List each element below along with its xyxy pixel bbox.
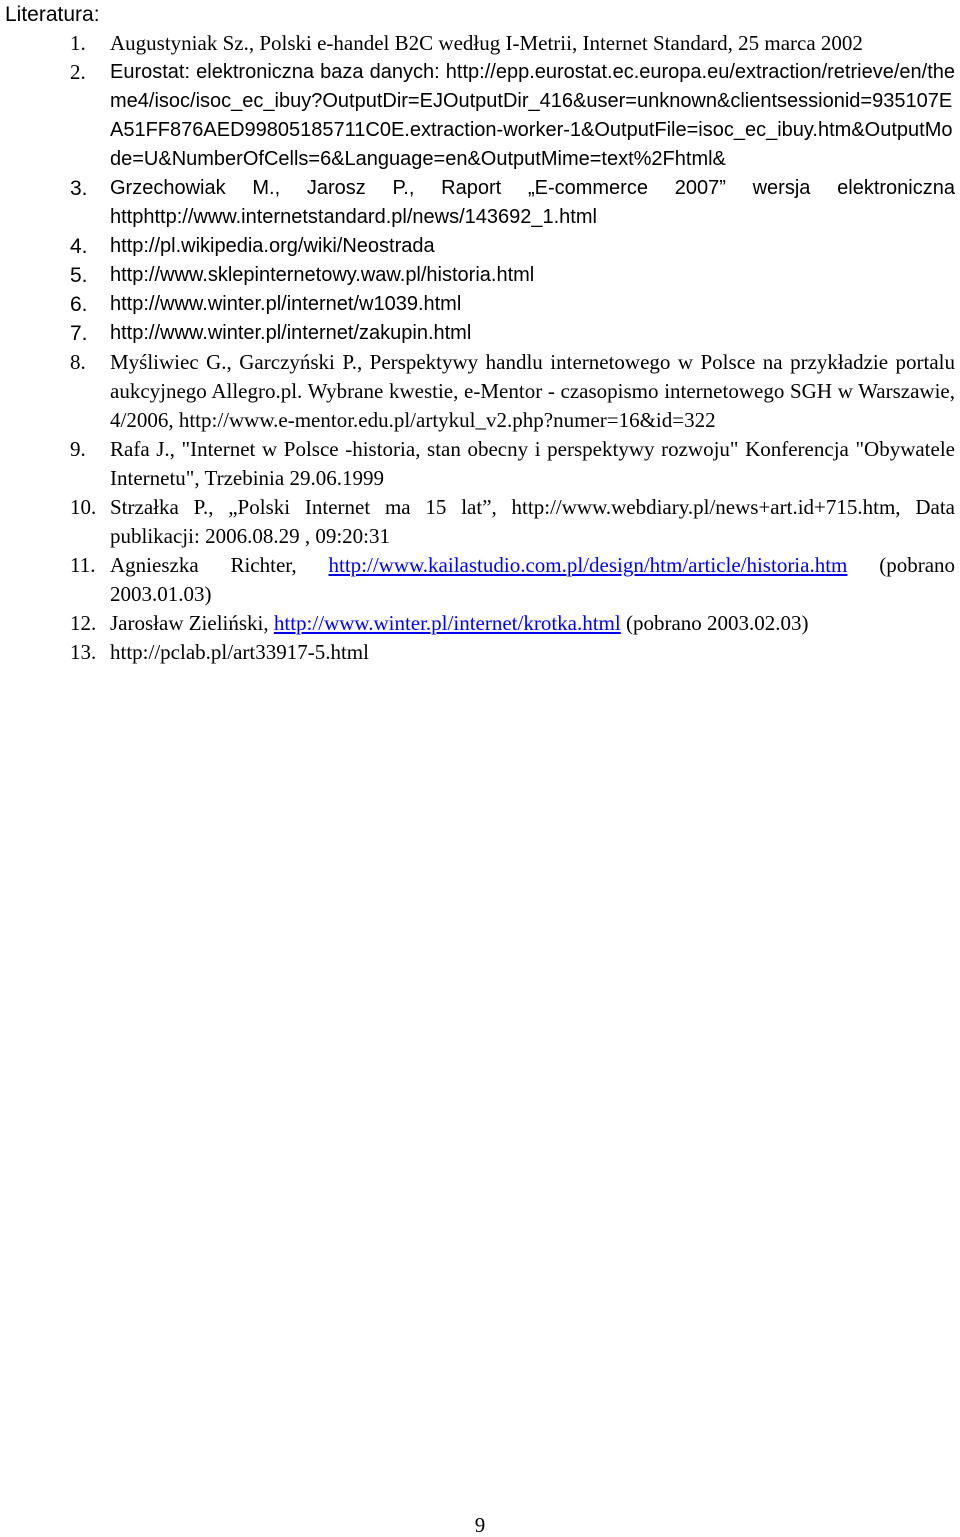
reference-item xyxy=(0,348,960,435)
section-heading: Literatura: xyxy=(5,3,100,26)
reference-item xyxy=(0,174,960,232)
reference-text: http://www.winter.pl/internet/w1039.html xyxy=(110,293,462,315)
reference-number: 9. xyxy=(70,437,86,461)
reference-number: 1. xyxy=(70,31,86,55)
reference-number: 3. xyxy=(70,177,88,200)
reference-text: Myśliwiec G., Garczyński P., Perspektywy handlu internetowego w Polsce na przykładzie portalu aukcyjnego Allegro.pl. Wybrane kwestie, e-Mentor - czasopismo internetowego SGH w Warszawie, 4/2006, http://www.e-mentor.edu.pl/artykul_v2.php?numer=16&id=322 xyxy=(110,350,955,432)
reference-text: Augustyniak Sz., Polski e-handel B2C według I-Metrii, Internet Standard, 25 marca 2002 xyxy=(110,31,863,55)
reference-item xyxy=(0,551,960,609)
reference-list xyxy=(0,29,960,667)
reference-retrieved-note: (pobrano 2003.02.03) xyxy=(625,611,809,635)
reference-text: http://www.winter.pl/internet/zakupin.html xyxy=(110,322,472,344)
reference-text: http://www.sklepinternetowy.waw.pl/historia.html xyxy=(110,264,535,286)
reference-number: 8. xyxy=(70,350,86,374)
reference-link[interactable]: http://www.winter.pl/internet/krotka.html xyxy=(273,611,621,635)
reference-author: Agnieszka Richter, xyxy=(110,553,297,577)
reference-link[interactable]: http://www.kailastudio.com.pl/design/htm/article/historia.htm xyxy=(328,553,848,577)
reference-item xyxy=(0,290,960,319)
reference-number: 10. xyxy=(70,495,97,519)
reference-number: 2. xyxy=(70,60,86,84)
reference-retrieved-note: (pobrano 2003.01.03) xyxy=(110,553,956,606)
reference-item xyxy=(0,232,960,261)
reference-number: 7. xyxy=(70,322,88,345)
reference-number: 12. xyxy=(70,611,97,635)
reference-number: 5. xyxy=(70,264,88,287)
reference-item xyxy=(0,435,960,493)
reference-item xyxy=(0,609,960,638)
reference-text: Strzałka P., „Polski Internet ma 15 lat”, http://www.webdiary.pl/news+art.id+715.htm, Data publikacji: 2006.08.29 , 09:20:31 xyxy=(110,495,955,548)
reference-item xyxy=(0,58,960,174)
reference-author: Jarosław Zieliński, xyxy=(110,611,269,635)
reference-item xyxy=(0,29,960,58)
reference-item xyxy=(0,638,960,667)
reference-text: Rafa J., "Internet w Polsce -historia, stan obecny i perspektywy rozwoju" Konferencja "Obywatele Internetu", Trzebinia 29.06.1999 xyxy=(110,437,955,490)
reference-number: 11. xyxy=(70,553,96,577)
reference-text: http://pclab.pl/art33917-5.html xyxy=(110,640,369,664)
reference-text: http://pl.wikipedia.org/wiki/Neostrada xyxy=(110,235,435,257)
reference-item xyxy=(0,261,960,290)
reference-item xyxy=(0,493,960,551)
reference-text xyxy=(110,609,955,638)
page-number: 9 xyxy=(474,1513,486,1537)
reference-text: Grzechowiak M., Jarosz P., Raport „E-commerce 2007” wersja elektroniczna httphttp://www.internetstandard.pl/news/143692_1.html xyxy=(110,177,955,228)
reference-number: 6. xyxy=(70,293,88,316)
reference-number: 4. xyxy=(70,235,88,258)
reference-text xyxy=(110,551,955,609)
reference-number: 13. xyxy=(70,640,97,664)
reference-text: Eurostat: elektroniczna baza danych: http://epp.eurostat.ec.europa.eu/extraction/retrieve/en/theme4/isoc/isoc_ec_ibuy?OutputDir=EJOutputDir_416&user=unknown&clientsessionid=935107EA51FF876AED99805185711C0E.extraction-worker-1&OutputFile=isoc_ec_ibuy.htm&OutputMode=U&NumberOfCells=6&Language=en&OutputMime=text%2Fhtml& xyxy=(110,61,955,170)
reference-item xyxy=(0,319,960,348)
